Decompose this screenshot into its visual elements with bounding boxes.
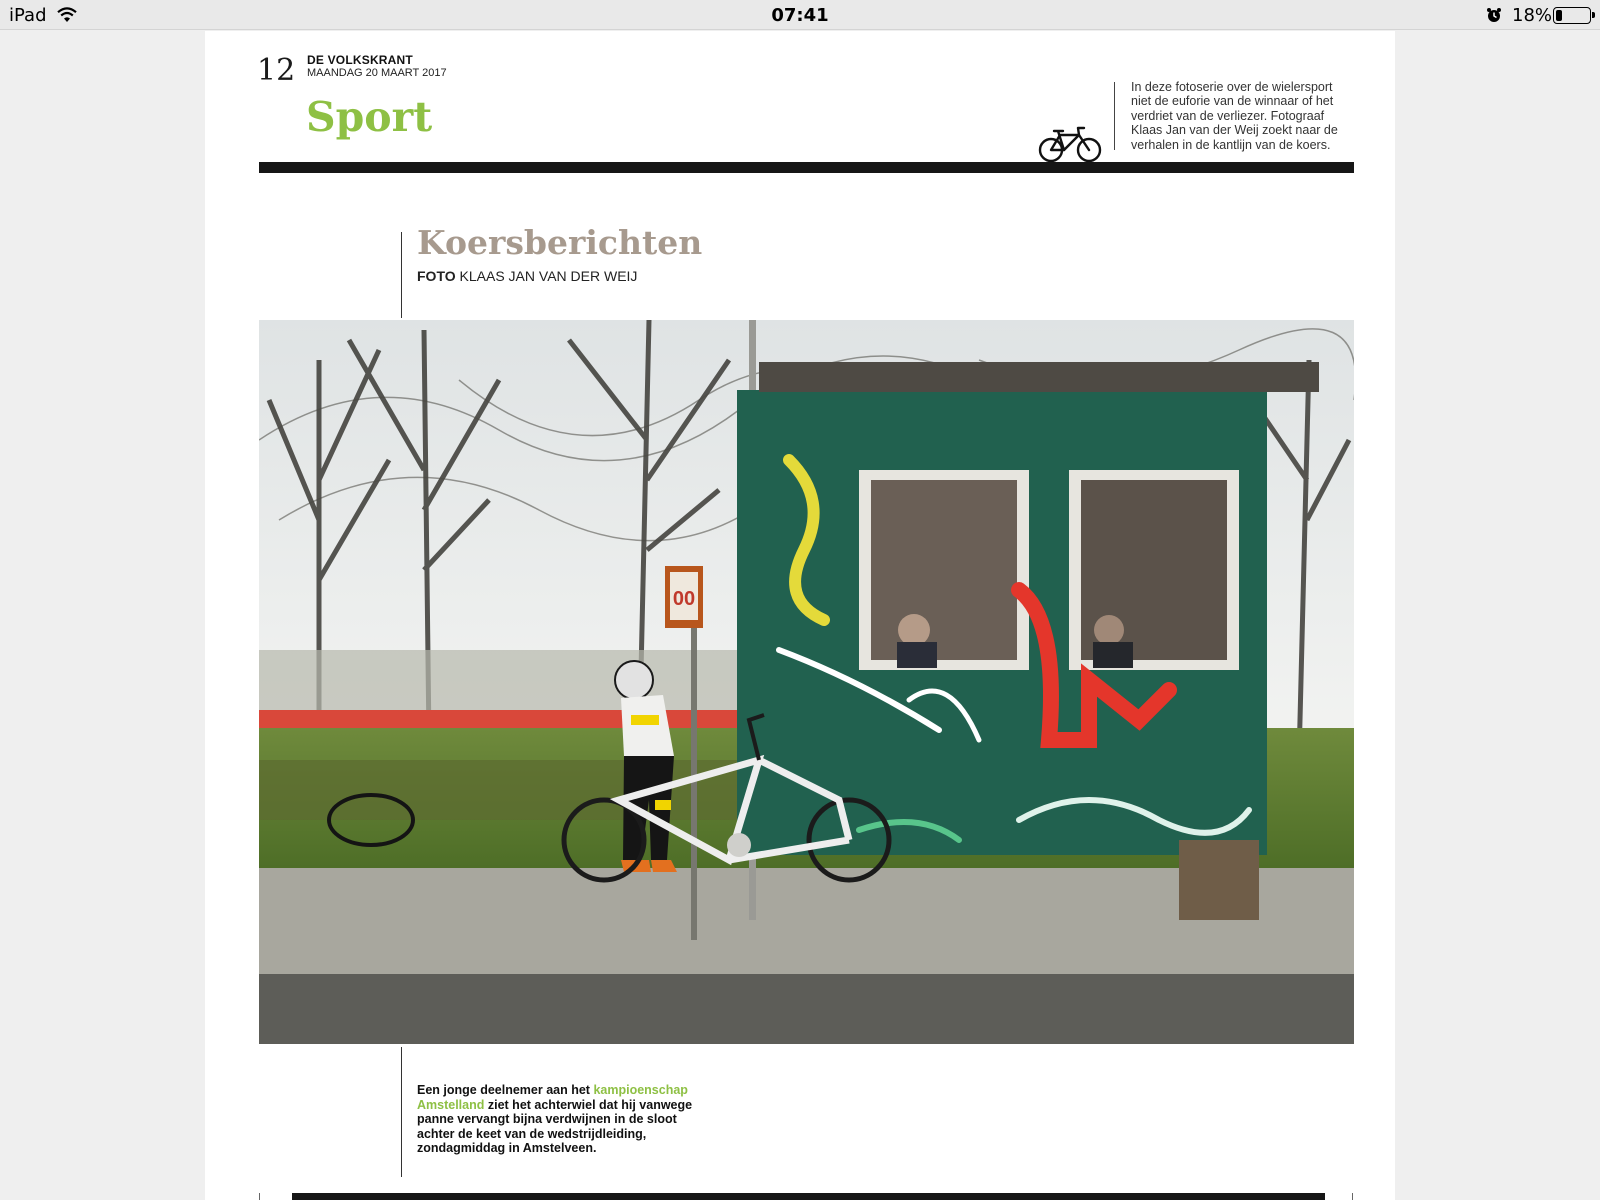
- caption-divider: [401, 1047, 402, 1177]
- battery-icon: [1553, 7, 1591, 24]
- header-rule: [259, 162, 1354, 173]
- section-title: Sport: [306, 93, 433, 141]
- caption-text-start: Een jonge deelnemer aan het: [417, 1083, 590, 1097]
- caption-highlight: kampioenschap Amstelland: [417, 1083, 688, 1112]
- article-headline: Koersberichten: [417, 223, 703, 262]
- publication-name: DE VOLKSKRANT: [307, 53, 413, 67]
- footer-tick-left: [259, 1193, 260, 1200]
- footer-rule: [292, 1193, 1325, 1200]
- alarm-icon: [1486, 7, 1502, 23]
- battery-level-fill: [1556, 10, 1562, 21]
- photo-credit: [417, 268, 637, 284]
- newspaper-page: [205, 31, 1395, 1200]
- intro-divider: [1114, 82, 1115, 150]
- svg-text:00: 00: [672, 588, 696, 610]
- device-name: iPad: [9, 5, 47, 26]
- footer-tick-right: [1352, 1193, 1353, 1200]
- battery-percentage: 18%: [1512, 5, 1553, 26]
- headline-divider: [401, 232, 402, 318]
- status-bar: [0, 0, 1600, 30]
- publication-date: MAANDAG 20 MAART 2017: [307, 67, 447, 79]
- caption-text-end: ziet het achterwiel dat hij vanwege panne vervangt bijna verdwijnen in de sloot achter de keet van de wedstrijdleiding, zondagmiddag in Amstelveen.: [417, 1097, 693, 1156]
- photo-credit-label: FOTO: [417, 268, 456, 284]
- article-photo: [259, 320, 1354, 1044]
- clock: 07:41: [771, 5, 829, 26]
- bicycle-icon: [1038, 123, 1102, 163]
- page-number: 12: [257, 53, 296, 88]
- intro-text: In deze fotoserie over de wielersport niet de euforie van de winnaar of het verdriet van de verliezer. Fotograaf Klaas Jan van der Weij zoekt naar de verhalen in de kantlijn van de koers.: [1131, 80, 1338, 152]
- photo-caption: [417, 1083, 717, 1156]
- photo-credit-name: KLAAS JAN VAN DER WEIJ: [459, 268, 638, 284]
